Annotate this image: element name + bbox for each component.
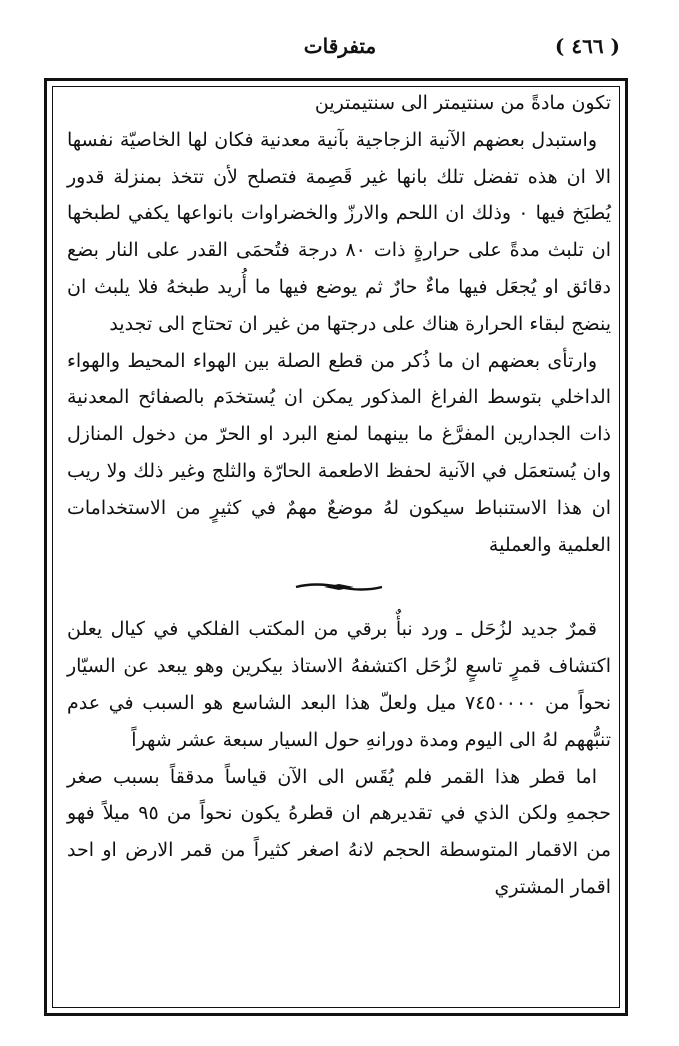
section-new-saturn-moon — [67, 611, 611, 905]
paragraph-continuation: تكون مادةً من سنتيمتر الى سنتيمترين — [314, 92, 611, 114]
article-body — [67, 85, 611, 906]
section-vacuum-vessels — [67, 85, 611, 563]
page-header — [60, 30, 620, 70]
page-number: ( ٤٦٦ ) — [554, 34, 620, 58]
section-divider — [67, 563, 611, 611]
paragraph: واستبدل بعضهم الآنية الزجاجية بآنية معدنية فكان لها الخاصيّة نفسها الا ان هذه تفضل تلك بانها غير قَصِمة فتصلح لأن تتخذ بمنزلة قدور يُطبَخ فيها ٠ وذلك ان اللحم والارزّ والخضراوات بانواعها يكفي لطبخها ان تلبث مدةً على حرارةٍ ذات ٨٠ درجة فتُحمَى القدر على النار بضع دقائق او يُجعَل فيها ماءٌ حارٌ ثم يوضع فيها ما أُريد طبخهُ فلا يلبث ان ينضج لبقاء الحرارة هناك على درجتها من غير ان تحتاج الى تجديد — [67, 128, 611, 335]
paragraph: اما قطر هذا القمر فلم يُقَس الى الآن قياساً مدققاً بسبب صغر حجمهِ ولكن الذي في تقديرهم ان قطرهُ يكون نحواً من ٩٥ ميلاً فهو من الاقمار المتوسطة الحجم لانهُ اصغر كثيراً من قمر الارض او احد اقمار المشتري — [67, 765, 611, 898]
text-frame — [44, 78, 628, 1016]
paragraph: قمرٌ جديد لزُحَل ـ ورد نبأٌ برقي من المكتب الفلكي في كيال يعلن اكتشاف قمرٍ تاسعٍ لزُحَل اكتشفهُ الاستاذ بيكرين وهو يبعد عن السيّار نحواً من ٧٤٥٠٠٠٠ ميل ولعلّ هذا البعد الشاسع هو السبب في عدم تنبُّههم لهُ الى اليوم ومدة دورانهِ حول السيار سبعة عشر شهراً — [67, 618, 611, 751]
paragraph: وارتأى بعضهم ان ما ذُكر من قطع الصلة بين الهواء المحيط والهواء الداخلي بتوسط الفراغ المذكور يمكن ان يُستخدَم بالصفائح المعدنية ذات الجدارين المفرَّغ ما بينهما لمنع البرد او الحرّ من دخول المنازل وان يُستعمَل في الآنية لحفظ الاطعمة الحارّة والثلج وغير ذلك ولا ريب ان هذا الاستنباط سيكون لهُ موضعٌ مهمٌ في كثيرٍ من الاستخدامات العلمية والعملية — [67, 349, 611, 556]
running-title: متفرقات — [303, 34, 377, 58]
ornament-divider-icon — [294, 580, 384, 594]
